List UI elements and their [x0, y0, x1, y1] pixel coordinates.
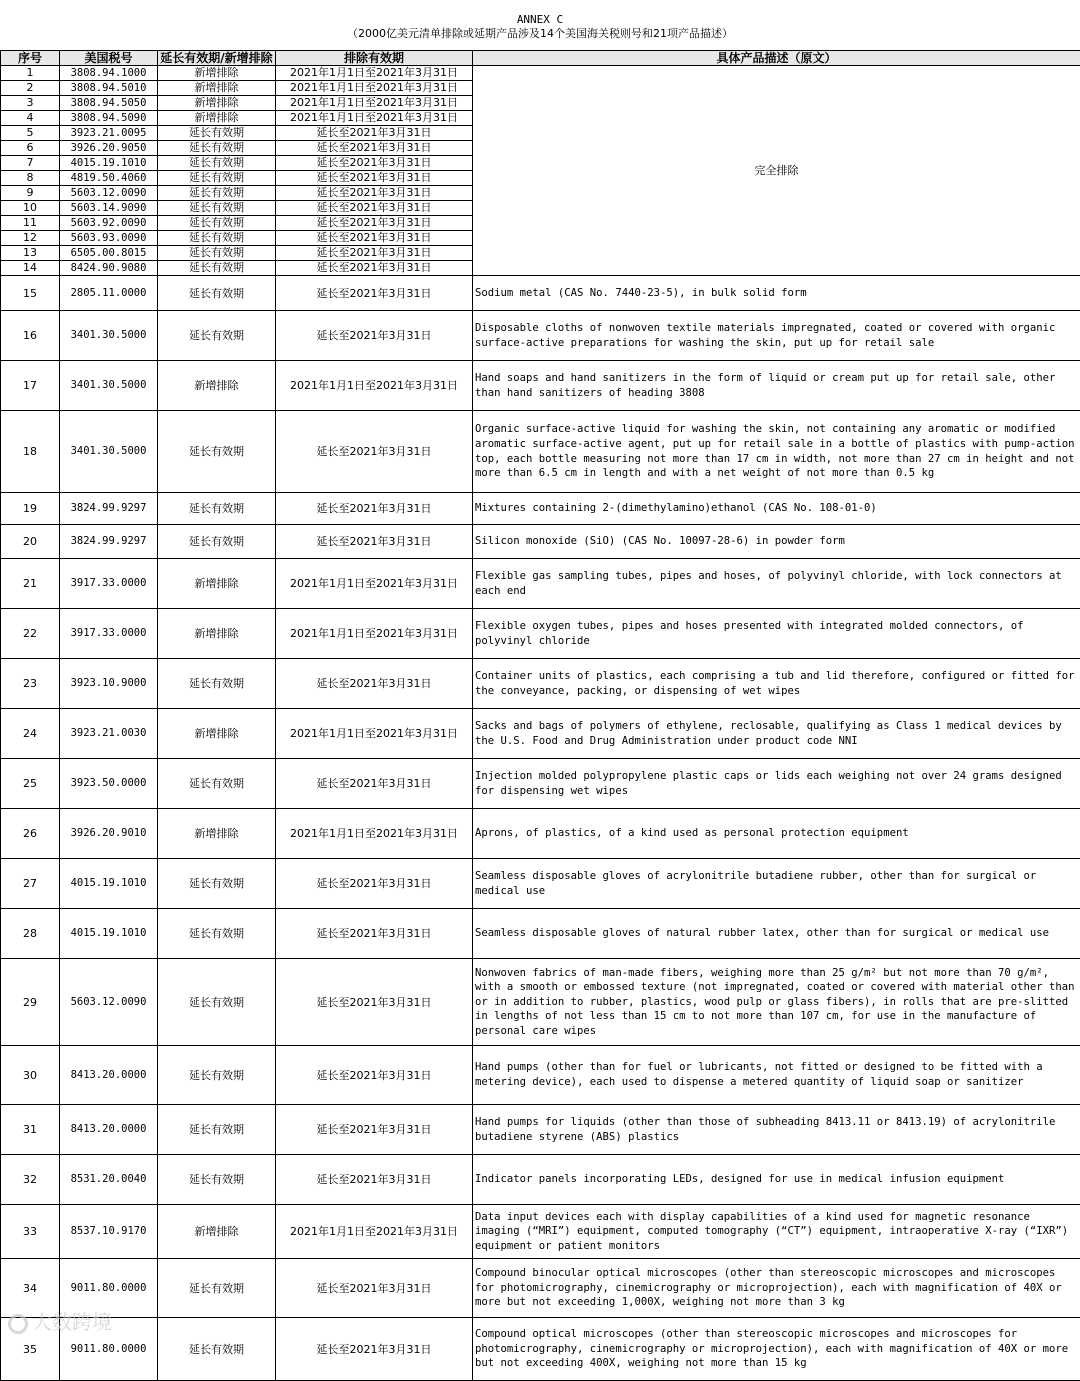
hts-code: 3923.21.0095: [60, 126, 158, 141]
exclusion-period: 延长至2021年3月31日: [276, 171, 473, 186]
hts-code: 3401.30.5000: [60, 361, 158, 411]
exclusion-period: 延长至2021年3月31日: [276, 126, 473, 141]
exclusion-type: 延长有效期: [158, 909, 276, 959]
row-number: 19: [1, 493, 60, 525]
hts-code: 3923.10.9000: [60, 659, 158, 709]
col-header-desc: 具体产品描述（原文）: [473, 51, 1080, 66]
table-row: [1, 709, 1080, 759]
exclusion-type: 延长有效期: [158, 261, 276, 276]
exclusion-period: 2021年1月1日至2021年3月31日: [276, 559, 473, 609]
exclusion-type: 新增排除: [158, 559, 276, 609]
table-row: [1, 609, 1080, 659]
row-number: 24: [1, 709, 60, 759]
hts-code: 6505.00.8015: [60, 246, 158, 261]
product-description: Sacks and bags of polymers of ethylene, reclosable, qualifying as Class 1 medical devices by the U.S. Food and Drug Administration under product code NNI: [473, 709, 1080, 759]
exclusion-period: 延长至2021年3月31日: [276, 659, 473, 709]
hts-code: 3923.21.0030: [60, 709, 158, 759]
exclusion-type: 延长有效期: [158, 659, 276, 709]
logo-ring-icon: [8, 1314, 28, 1334]
table-row: [1, 276, 1080, 311]
hts-code: 3808.94.5050: [60, 96, 158, 111]
watermark-logo: [8, 1306, 112, 1335]
exclusion-type: 新增排除: [158, 609, 276, 659]
row-number: 8: [1, 171, 60, 186]
exclusion-type: 新增排除: [158, 1205, 276, 1259]
exclusion-period: 延长至2021年3月31日: [276, 261, 473, 276]
row-number: 26: [1, 809, 60, 859]
exclusion-period: 2021年1月1日至2021年3月31日: [276, 1205, 473, 1259]
exclusion-type: 新增排除: [158, 81, 276, 96]
row-number: 14: [1, 261, 60, 276]
exclusion-type: 延长有效期: [158, 201, 276, 216]
row-number: 17: [1, 361, 60, 411]
row-number: 2: [1, 81, 60, 96]
row-number: 9: [1, 186, 60, 201]
exclusion-period: 2021年1月1日至2021年3月31日: [276, 81, 473, 96]
product-description: Data input devices each with display capabilities of a kind used for magnetic resonance imaging (“MRI”) equipment, computed tomography (“CT”) equipment, intraoperative X-ray (“IXR”) equipment or patient monitors: [473, 1205, 1080, 1259]
hts-code: 9011.80.0000: [60, 1259, 158, 1318]
product-description: Container units of plastics, each comprising a tub and lid therefore, configured or fitted for the conveyance, packing, or dispensing of wet wipes: [473, 659, 1080, 709]
hts-code: 4015.19.1010: [60, 909, 158, 959]
product-description: Organic surface-active liquid for washing the skin, not containing any aromatic or modified aromatic surface-active agent, put up for retail sale in a bottle of plastics with pump-action top, each bottle measuring not more than 17 cm in width, not more than 27 cm in height and not more than 6.5 cm in length and with a net weight of not more than 0.5 kg: [473, 411, 1080, 493]
exclusion-type: 延长有效期: [158, 231, 276, 246]
col-header-type: 延长有效期/新增排除: [158, 51, 276, 66]
exclusion-type: 延长有效期: [158, 1155, 276, 1205]
hts-code: 3926.20.9010: [60, 809, 158, 859]
row-number: 28: [1, 909, 60, 959]
row-number: 25: [1, 759, 60, 809]
row-number: 3: [1, 96, 60, 111]
row-number: 27: [1, 859, 60, 909]
table-row: [1, 1205, 1080, 1259]
table-row: [1, 1318, 1080, 1381]
product-description: Hand pumps (other than for fuel or lubricants, not fitted or designed to be fitted with a metering device), each used to dispense a metered quantity of liquid soap or sanitizer: [473, 1046, 1080, 1105]
product-description: Seamless disposable gloves of natural rubber latex, other than for surgical or medical use: [473, 909, 1080, 959]
row-number: 6: [1, 141, 60, 156]
product-description: Seamless disposable gloves of acrylonitrile butadiene rubber, other than for surgical or medical use: [473, 859, 1080, 909]
exclusion-type: 延长有效期: [158, 171, 276, 186]
exclusion-period: 延长至2021年3月31日: [276, 859, 473, 909]
exclusion-type: 新增排除: [158, 66, 276, 81]
exclusion-period: 延长至2021年3月31日: [276, 156, 473, 171]
col-header-no: 序号: [1, 51, 60, 66]
exclusion-type: 延长有效期: [158, 1318, 276, 1381]
product-description: Injection molded polypropylene plastic caps or lids each weighing not over 24 grams designed for dispensing wet wipes: [473, 759, 1080, 809]
exclusion-period: 延长至2021年3月31日: [276, 246, 473, 261]
product-description: Hand soaps and hand sanitizers in the form of liquid or cream put up for retail sale, other than hand sanitizers of heading 3808: [473, 361, 1080, 411]
row-number: 21: [1, 559, 60, 609]
exclusion-period: 延长至2021年3月31日: [276, 1318, 473, 1381]
exclusion-period: 延长至2021年3月31日: [276, 909, 473, 959]
row-number: 18: [1, 411, 60, 493]
exclusion-type: 延长有效期: [158, 411, 276, 493]
hts-code: 3926.20.9050: [60, 141, 158, 156]
exclusion-table: [0, 50, 1080, 1381]
table-header-row: [1, 51, 1080, 66]
hts-code: 3808.94.5090: [60, 111, 158, 126]
annex-subtitle: （2000亿美元清单排除或延期产品涉及14个美国海关税则号和21项产品描述）: [0, 27, 1080, 41]
exclusion-period: 延长至2021年3月31日: [276, 311, 473, 361]
table-row: [1, 809, 1080, 859]
watermark-text: 大数跨境: [32, 1310, 112, 1334]
table-row: [1, 859, 1080, 909]
exclusion-type: 新增排除: [158, 111, 276, 126]
table-row: [1, 1155, 1080, 1205]
exclusion-period: 延长至2021年3月31日: [276, 493, 473, 525]
table-row: [1, 909, 1080, 959]
product-description: Sodium metal (CAS No. 7440-23-5), in bulk solid form: [473, 276, 1080, 311]
exclusion-type: 延长有效期: [158, 216, 276, 231]
hts-code: 3917.33.0000: [60, 609, 158, 659]
hts-code: 5603.12.0090: [60, 959, 158, 1046]
row-number: 32: [1, 1155, 60, 1205]
exclusion-type: 延长有效期: [158, 493, 276, 525]
row-number: 16: [1, 311, 60, 361]
exclusion-type: 新增排除: [158, 709, 276, 759]
exclusion-period: 延长至2021年3月31日: [276, 1155, 473, 1205]
table-row: [1, 959, 1080, 1046]
exclusion-type: 新增排除: [158, 361, 276, 411]
hts-code: 8424.90.9080: [60, 261, 158, 276]
hts-code: 3917.33.0000: [60, 559, 158, 609]
exclusion-type: 延长有效期: [158, 1046, 276, 1105]
hts-code: 4015.19.1010: [60, 156, 158, 171]
hts-code: 8413.20.0000: [60, 1105, 158, 1155]
row-number: 4: [1, 111, 60, 126]
exclusion-period: 2021年1月1日至2021年3月31日: [276, 609, 473, 659]
product-description: Flexible gas sampling tubes, pipes and hoses, of polyvinyl chloride, with lock connectors at each end: [473, 559, 1080, 609]
exclusion-period: 延长至2021年3月31日: [276, 1259, 473, 1318]
hts-code: 8537.10.9170: [60, 1205, 158, 1259]
exclusion-period: 延长至2021年3月31日: [276, 1046, 473, 1105]
table-row: [1, 493, 1080, 525]
exclusion-period: 延长至2021年3月31日: [276, 216, 473, 231]
hts-code: 3923.50.0000: [60, 759, 158, 809]
exclusion-type: 延长有效期: [158, 759, 276, 809]
hts-code: 3401.30.5000: [60, 311, 158, 361]
exclusion-period: 延长至2021年3月31日: [276, 276, 473, 311]
row-number: 29: [1, 959, 60, 1046]
exclusion-type: 新增排除: [158, 96, 276, 111]
hts-code: 3824.99.9297: [60, 525, 158, 559]
exclusion-type: 延长有效期: [158, 959, 276, 1046]
row-number: 22: [1, 609, 60, 659]
product-description: Hand pumps for liquids (other than those of subheading 8413.11 or 8413.19) of acrylonitrile butadiene styrene (ABS) plastics: [473, 1105, 1080, 1155]
exclusion-type: 延长有效期: [158, 1259, 276, 1318]
hts-code: 3824.99.9297: [60, 493, 158, 525]
hts-code: 3808.94.1000: [60, 66, 158, 81]
row-number: 31: [1, 1105, 60, 1155]
exclusion-period: 2021年1月1日至2021年3月31日: [276, 361, 473, 411]
exclusion-period: 延长至2021年3月31日: [276, 525, 473, 559]
hts-code: 5603.14.9090: [60, 201, 158, 216]
exclusion-type: 延长有效期: [158, 126, 276, 141]
exclusion-type: 延长有效期: [158, 186, 276, 201]
exclusion-period: 延长至2021年3月31日: [276, 141, 473, 156]
annex-title: ANNEX C: [0, 0, 1080, 27]
annex-header: [0, 0, 1080, 50]
table-row: [1, 311, 1080, 361]
col-header-code: 美国税号: [60, 51, 158, 66]
exclusion-type: 延长有效期: [158, 311, 276, 361]
table-row: [1, 559, 1080, 609]
row-number: 30: [1, 1046, 60, 1105]
product-description: Flexible oxygen tubes, pipes and hoses presented with integrated molded connectors, of polyvinyl chloride: [473, 609, 1080, 659]
exclusion-type: 延长有效期: [158, 276, 276, 311]
row-number: 15: [1, 276, 60, 311]
exclusion-period: 2021年1月1日至2021年3月31日: [276, 96, 473, 111]
product-description: Disposable cloths of nonwoven textile materials impregnated, coated or covered with organic surface-active preparations for washing the skin, put up for retail sale: [473, 311, 1080, 361]
exclusion-period: 延长至2021年3月31日: [276, 231, 473, 246]
row-number: 5: [1, 126, 60, 141]
table-row: [1, 361, 1080, 411]
table-row: [1, 1105, 1080, 1155]
table-row: [1, 525, 1080, 559]
exclusion-type: 延长有效期: [158, 156, 276, 171]
table-row: [1, 1259, 1080, 1318]
row-number: 35: [1, 1318, 60, 1381]
row-number: 33: [1, 1205, 60, 1259]
product-description: Compound binocular optical microscopes (other than stereoscopic microscopes and microscopes for photomicrography, cinemicrography or microprojection), each with magnification of 40X or more but not exceeding 1,000X, weighing not more than 3 kg: [473, 1259, 1080, 1318]
hts-code: 8531.20.0040: [60, 1155, 158, 1205]
product-description: Aprons, of plastics, of a kind used as personal protection equipment: [473, 809, 1080, 859]
row-number: 13: [1, 246, 60, 261]
table-row: [1, 759, 1080, 809]
hts-code: 3401.30.5000: [60, 411, 158, 493]
product-description: Nonwoven fabrics of man-made fibers, weighing more than 25 g/m² but not more than 70 g/m², with a smooth or embossed texture (not impregnated, coated or covered with material other than or in addition to rubber, plastics, wood pulp or glass fibers), in rolls that are pre-slitted in lengths of not less than 15 cm to not more than 107 cm, for use in the manufacture of personal care wipes: [473, 959, 1080, 1046]
row-number: 7: [1, 156, 60, 171]
exclusion-period: 延长至2021年3月31日: [276, 1105, 473, 1155]
hts-code: 5603.93.0090: [60, 231, 158, 246]
row-number: 1: [1, 66, 60, 81]
exclusion-period: 延长至2021年3月31日: [276, 959, 473, 1046]
row-number: 11: [1, 216, 60, 231]
exclusion-type: 新增排除: [158, 809, 276, 859]
table-row: [1, 411, 1080, 493]
row-number: 12: [1, 231, 60, 246]
hts-code: 3808.94.5010: [60, 81, 158, 96]
exclusion-period: 延长至2021年3月31日: [276, 759, 473, 809]
table-row: [1, 659, 1080, 709]
hts-code: 4015.19.1010: [60, 859, 158, 909]
hts-code: 5603.12.0090: [60, 186, 158, 201]
exclusion-period: 2021年1月1日至2021年3月31日: [276, 111, 473, 126]
row-number: 10: [1, 201, 60, 216]
merged-description: 完全排除: [473, 66, 1080, 276]
exclusion-type: 延长有效期: [158, 525, 276, 559]
hts-code: 9011.80.0000: [60, 1318, 158, 1381]
exclusion-period: 2021年1月1日至2021年3月31日: [276, 809, 473, 859]
hts-code: 5603.92.0090: [60, 216, 158, 231]
exclusion-type: 延长有效期: [158, 859, 276, 909]
hts-code: 4819.50.4060: [60, 171, 158, 186]
exclusion-period: 2021年1月1日至2021年3月31日: [276, 66, 473, 81]
exclusion-type: 延长有效期: [158, 246, 276, 261]
table-row: [1, 1046, 1080, 1105]
row-number: 23: [1, 659, 60, 709]
product-description: Compound optical microscopes (other than stereoscopic microscopes and microscopes for photomicrography, cinemicrography or microprojection), each with magnification of 40X or more but not exceeding 400X, weighing not more than 15 kg: [473, 1318, 1080, 1381]
exclusion-period: 延长至2021年3月31日: [276, 411, 473, 493]
hts-code: 2805.11.0000: [60, 276, 158, 311]
exclusion-type: 延长有效期: [158, 141, 276, 156]
hts-code: 8413.20.0000: [60, 1046, 158, 1105]
table-row: [1, 66, 1080, 81]
exclusion-period: 延长至2021年3月31日: [276, 201, 473, 216]
row-number: 34: [1, 1259, 60, 1318]
product-description: Indicator panels incorporating LEDs, designed for use in medical infusion equipment: [473, 1155, 1080, 1205]
product-description: Mixtures containing 2-(dimethylamino)ethanol (CAS No. 108-01-0): [473, 493, 1080, 525]
exclusion-period: 2021年1月1日至2021年3月31日: [276, 709, 473, 759]
exclusion-period: 延长至2021年3月31日: [276, 186, 473, 201]
row-number: 20: [1, 525, 60, 559]
col-header-period: 排除有效期: [276, 51, 473, 66]
product-description: Silicon monoxide (SiO) (CAS No. 10097-28-6) in powder form: [473, 525, 1080, 559]
exclusion-type: 延长有效期: [158, 1105, 276, 1155]
